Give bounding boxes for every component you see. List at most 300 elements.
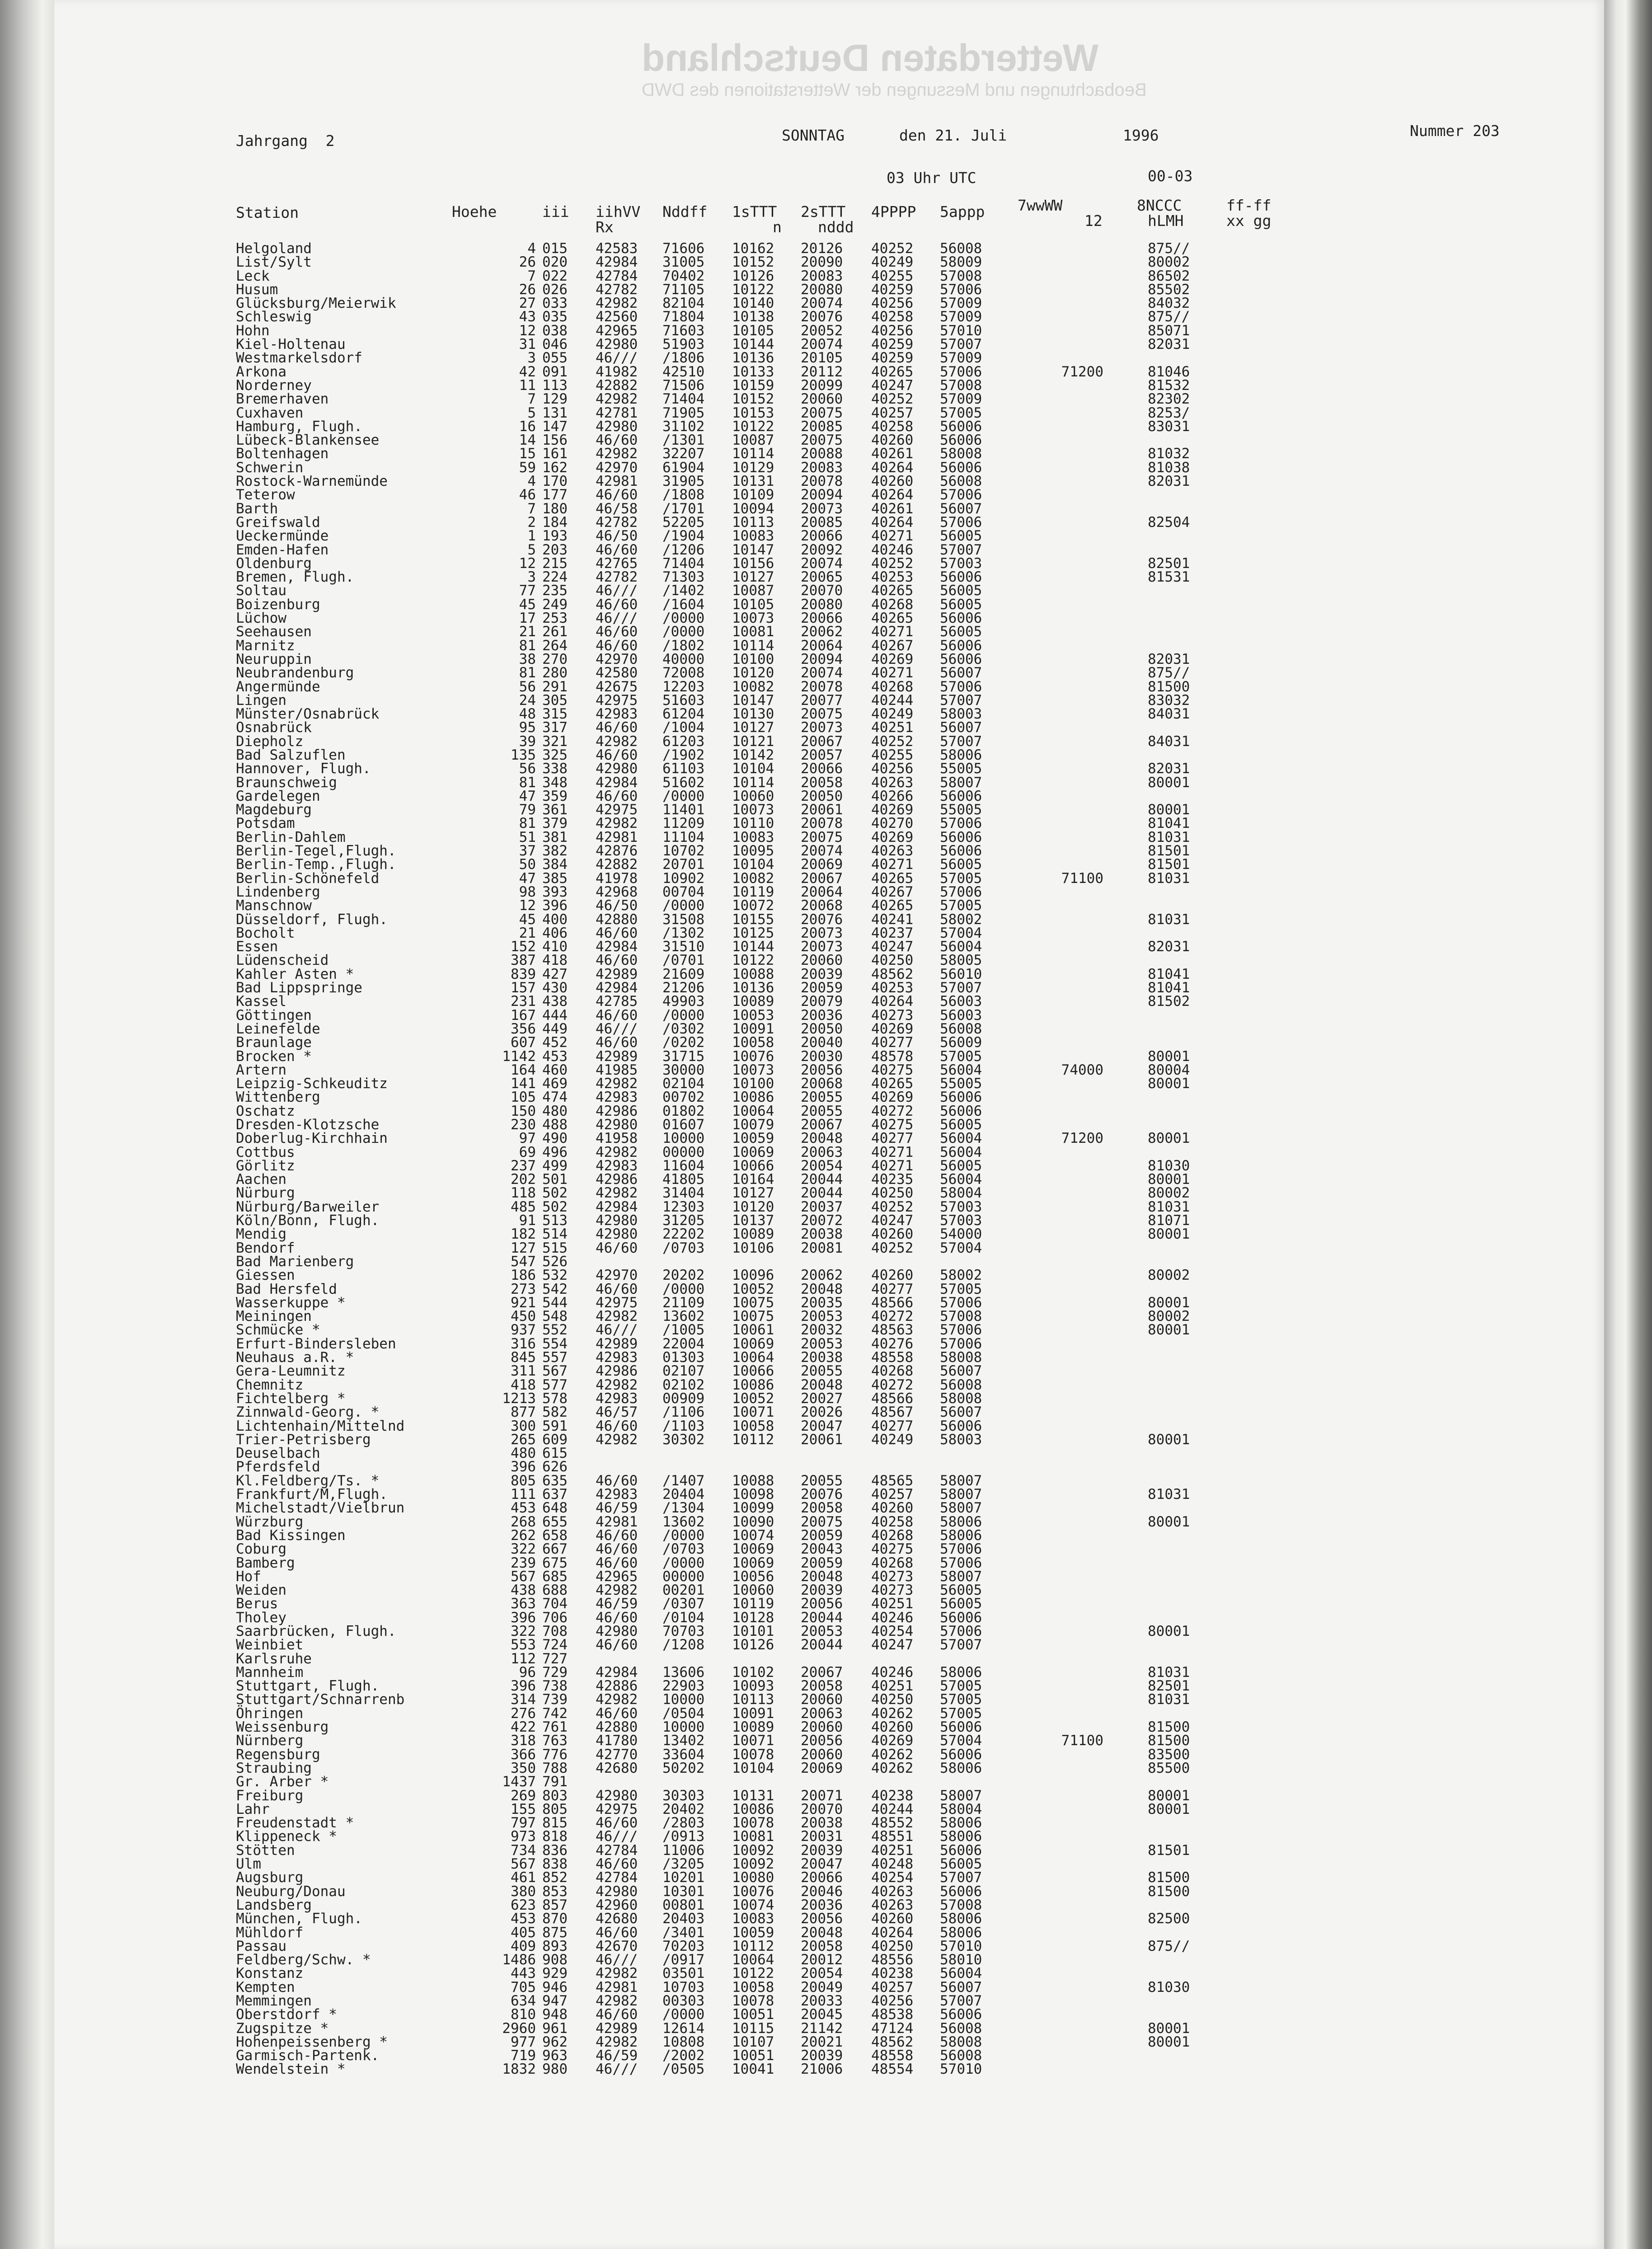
observation-time: 03 Uhr UTC (887, 169, 976, 187)
cell-4pppp: 40247 (871, 939, 914, 955)
station-elevation: 567 (511, 1568, 536, 1585)
station-id: 474 (542, 1089, 568, 1106)
station-name: Kassel (236, 993, 286, 1010)
station-id: 857 (542, 1897, 568, 1913)
cell-2sttt: 20058 (801, 1678, 843, 1695)
table-row (54, 1351, 1604, 1364)
cell-4pppp: 40251 (871, 1678, 914, 1695)
cell-4pppp: 40256 (871, 295, 914, 312)
cell-1sttt: 10086 (732, 1801, 774, 1817)
station-elevation: 51 (519, 829, 536, 845)
station-elevation: 231 (511, 993, 536, 1010)
station-elevation: 127 (511, 1240, 536, 1256)
station-id: 947 (542, 1993, 568, 2009)
station-id: 853 (542, 1883, 568, 1900)
cell-iihvv: 42981 (596, 473, 638, 490)
cell-iihvv: 46/50 (596, 528, 638, 545)
cell-iihvv: 46/60 (596, 1924, 638, 1941)
station-name: Bad Marienberg (236, 1253, 354, 1270)
cell-8nccc: 80001 (1148, 1787, 1190, 1804)
cell-8nccc: 875// (1148, 309, 1190, 325)
cell-nddff: 02102 (662, 1376, 705, 1393)
cell-1sttt: 10119 (732, 1596, 774, 1612)
cell-iihvv: 42982 (596, 295, 638, 312)
station-elevation: 921 (511, 1294, 536, 1311)
cell-2sttt: 20078 (801, 815, 843, 832)
cell-5appp: 56005 (940, 1596, 982, 1612)
station-name: Landsberg (236, 1897, 312, 1913)
station-elevation: 39 (519, 733, 536, 750)
station-name: Aachen (236, 1171, 286, 1188)
table-row (54, 1857, 1604, 1871)
station-name: Chemnitz (236, 1376, 304, 1393)
cell-2sttt: 20073 (801, 925, 843, 941)
cell-2sttt: 20039 (801, 2047, 843, 2064)
station-elevation: 396 (511, 1459, 536, 1475)
cell-4pppp: 40271 (871, 624, 914, 640)
table-row (54, 296, 1604, 310)
cell-8nccc: 875// (1148, 1938, 1190, 1954)
cell-4pppp: 40253 (871, 569, 914, 586)
station-elevation: 810 (511, 2006, 536, 2023)
station-elevation: 453 (511, 1911, 536, 1927)
cell-7wwww: 71100 (1061, 870, 1103, 887)
cell-4pppp: 40257 (871, 1979, 914, 1995)
station-elevation: 77 (519, 582, 536, 599)
station-name: Regensburg (236, 1746, 320, 1763)
station-elevation: 21 (519, 624, 536, 640)
cell-nddff: 22202 (662, 1226, 705, 1243)
station-name: Osnabrück (236, 719, 312, 736)
cell-4pppp: 40247 (871, 377, 914, 394)
station-elevation: 26 (519, 254, 536, 271)
table-row (54, 803, 1604, 817)
cell-iihvv: 46/60 (596, 1815, 638, 1831)
cell-nddff: /0104 (662, 1609, 705, 1626)
table-row (54, 1583, 1604, 1597)
cell-iihvv: 46/60 (596, 1472, 638, 1489)
cell-5appp: 57005 (940, 1691, 982, 1708)
station-id: 554 (542, 1335, 568, 1352)
cell-nddff: 11209 (662, 815, 705, 832)
cell-5appp: 58002 (940, 911, 982, 928)
cell-nddff: 02104 (662, 1075, 705, 1092)
cell-4pppp: 40265 (871, 582, 914, 599)
cell-nddff: 70203 (662, 1938, 705, 1954)
cell-5appp: 58007 (940, 774, 982, 791)
station-id: 704 (542, 1596, 568, 1612)
table-row (54, 1652, 1604, 1666)
cell-nddff: /1604 (662, 596, 705, 613)
cell-nddff: 71404 (662, 391, 705, 408)
station-name: Glücksburg/Meierwik (236, 295, 396, 312)
station-name: Wasserkuppe * (236, 1294, 346, 1311)
cell-4pppp: 40265 (871, 897, 914, 914)
table-row (54, 1104, 1604, 1118)
cell-5appp: 56006 (940, 569, 982, 586)
cell-5appp: 56007 (940, 1979, 982, 1995)
cell-7wwww: 71200 (1061, 363, 1103, 380)
cell-1sttt: 10122 (732, 281, 774, 298)
station-id: 515 (542, 1240, 568, 1256)
cell-5appp: 57008 (940, 377, 982, 394)
table-row (54, 2035, 1604, 2049)
cell-nddff: 00000 (662, 1144, 705, 1160)
cell-2sttt: 20058 (801, 774, 843, 791)
cell-1sttt: 10076 (732, 1048, 774, 1065)
cell-1sttt: 10147 (732, 692, 774, 709)
station-elevation: 318 (511, 1733, 536, 1749)
cell-1sttt: 10093 (732, 1678, 774, 1695)
station-elevation: 98 (519, 883, 536, 900)
cell-nddff: /0000 (662, 624, 705, 640)
station-elevation: 186 (511, 1267, 536, 1284)
cell-8nccc: 82031 (1148, 939, 1190, 955)
station-name: Artern (236, 1061, 286, 1078)
station-name: Berlin-Dahlem (236, 829, 346, 845)
col-4pppp: 4PPPP (871, 203, 916, 221)
table-row (54, 1994, 1604, 2008)
station-name: Michelstadt/Vielbrun (236, 1500, 405, 1517)
cell-nddff: 61203 (662, 733, 705, 750)
cell-nddff: /0505 (662, 2061, 705, 2078)
station-name: Kl.Feldberg/Ts. * (236, 1472, 380, 1489)
station-id: 501 (542, 1171, 568, 1188)
cell-5appp: 55005 (940, 1075, 982, 1092)
table-row (54, 611, 1604, 625)
table-row (54, 351, 1604, 365)
cell-1sttt: 10120 (732, 665, 774, 681)
table-row (54, 1789, 1604, 1803)
station-name: List/Sylt (236, 254, 312, 271)
cell-2sttt: 20027 (801, 1390, 843, 1407)
cell-nddff: 11604 (662, 1157, 705, 1174)
cell-iihvv: 42965 (596, 1568, 638, 1585)
cell-nddff: 11006 (662, 1842, 705, 1859)
cell-iihvv: 42882 (596, 856, 638, 873)
col-rx: Rx (596, 218, 614, 236)
table-row (54, 310, 1604, 324)
cell-iihvv: 42785 (596, 993, 638, 1010)
station-elevation: 273 (511, 1281, 536, 1297)
station-id: 177 (542, 487, 568, 503)
cell-1sttt: 10133 (732, 363, 774, 380)
book-page-edges-right (1604, 0, 1652, 2249)
cell-1sttt: 10051 (732, 2047, 774, 2064)
station-elevation: 547 (511, 1253, 536, 1270)
cell-5appp: 57006 (940, 1554, 982, 1571)
cell-4pppp: 40252 (871, 391, 914, 408)
station-elevation: 79 (519, 802, 536, 818)
station-id: 348 (542, 774, 568, 791)
cell-8nccc: 81038 (1148, 459, 1190, 476)
cell-1sttt: 10089 (732, 993, 774, 1010)
cell-5appp: 56005 (940, 1582, 982, 1599)
cell-4pppp: 40244 (871, 692, 914, 709)
station-name: Soltau (236, 582, 286, 599)
station-id: 410 (542, 939, 568, 955)
table-row (54, 1036, 1604, 1049)
cell-5appp: 58006 (940, 1924, 982, 1941)
station-name: Doberlug-Kirchhain (236, 1130, 388, 1147)
station-id: 453 (542, 1048, 568, 1065)
cell-2sttt: 20074 (801, 843, 843, 859)
station-elevation: 937 (511, 1322, 536, 1338)
cell-iihvv: 42982 (596, 1582, 638, 1599)
station-name: Rostock-Warnemünde (236, 473, 388, 490)
cell-4pppp: 40252 (871, 733, 914, 750)
cell-1sttt: 10147 (732, 541, 774, 558)
table-row (54, 666, 1604, 680)
cell-nddff: 11401 (662, 802, 705, 818)
station-name: Cottbus (236, 1144, 295, 1160)
station-name: Würzburg (236, 1513, 304, 1530)
station-id: 224 (542, 569, 568, 586)
cell-nddff: 31510 (662, 939, 705, 955)
table-row (54, 324, 1604, 338)
station-name: Dresden-Klotzsche (236, 1117, 380, 1133)
cell-nddff: 22004 (662, 1335, 705, 1352)
cell-nddff: 72008 (662, 665, 705, 681)
station-elevation: 97 (519, 1130, 536, 1147)
cell-iihvv: 42986 (596, 1103, 638, 1119)
station-id: 499 (542, 1157, 568, 1174)
cell-nddff: /0913 (662, 1828, 705, 1845)
cell-nddff: 51903 (662, 336, 705, 353)
station-id: 469 (542, 1075, 568, 1092)
col-5appp: 5appp (940, 203, 985, 221)
cell-5appp: 57003 (940, 555, 982, 572)
cell-5appp: 57006 (940, 1294, 982, 1311)
cell-4pppp: 40263 (871, 774, 914, 791)
table-row (54, 1720, 1604, 1734)
cell-5appp: 58007 (940, 1787, 982, 1804)
col-7wwww: 7wwWW (1018, 197, 1063, 214)
cell-iihvv: 42975 (596, 802, 638, 818)
cell-8nccc: 81502 (1148, 993, 1190, 1010)
col-hlmh: hLMH (1148, 212, 1184, 230)
cell-4pppp: 48552 (871, 1815, 914, 1831)
cell-nddff: 01607 (662, 1117, 705, 1133)
cell-2sttt: 20056 (801, 1911, 843, 1927)
cell-nddff: /0202 (662, 1034, 705, 1051)
cell-5appp: 56006 (940, 418, 982, 435)
station-name: Pferdsfeld (236, 1459, 320, 1475)
cell-4pppp: 40263 (871, 1883, 914, 1900)
station-elevation: 112 (511, 1650, 536, 1667)
cell-8nccc: 80002 (1148, 1185, 1190, 1202)
cell-5appp: 56005 (940, 1117, 982, 1133)
cell-5appp: 56007 (940, 665, 982, 681)
cell-4pppp: 40265 (871, 363, 914, 380)
table-row (54, 1816, 1604, 1830)
station-id: 582 (542, 1404, 568, 1421)
cell-2sttt: 20078 (801, 678, 843, 695)
cell-2sttt: 20066 (801, 528, 843, 545)
cell-4pppp: 48563 (871, 1322, 914, 1338)
cell-nddff: 13606 (662, 1664, 705, 1681)
cell-iihvv: 46/60 (596, 432, 638, 449)
cell-5appp: 56004 (940, 939, 982, 955)
cell-iihvv: 46/60 (596, 747, 638, 763)
cell-iihvv: 42781 (596, 404, 638, 421)
cell-4pppp: 40265 (871, 1075, 914, 1092)
station-name: Magdeburg (236, 802, 312, 818)
cell-5appp: 55005 (940, 761, 982, 777)
cell-4pppp: 40272 (871, 1103, 914, 1119)
cell-2sttt: 20046 (801, 1883, 843, 1900)
station-name: Manschnow (236, 897, 312, 914)
cell-nddff: /0701 (662, 952, 705, 969)
cell-8nccc: 81031 (1148, 1486, 1190, 1503)
station-name: Hohn (236, 322, 270, 339)
station-id: 591 (542, 1418, 568, 1434)
cell-8nccc: 81500 (1148, 1719, 1190, 1736)
station-id: 418 (542, 952, 568, 969)
station-id: 980 (542, 2061, 568, 2078)
station-elevation: 1142 (502, 1048, 536, 1065)
cell-5appp: 56006 (940, 637, 982, 654)
cell-4pppp: 40271 (871, 528, 914, 545)
cell-iihvv: 42580 (596, 665, 638, 681)
cell-1sttt: 10064 (732, 1103, 774, 1119)
table-row (54, 365, 1604, 379)
station-id: 729 (542, 1664, 568, 1681)
cell-iihvv: 42782 (596, 514, 638, 531)
cell-1sttt: 10082 (732, 678, 774, 695)
cell-1sttt: 10087 (732, 582, 774, 599)
station-name: Cuxhaven (236, 404, 304, 421)
station-elevation: 45 (519, 911, 536, 928)
cell-5appp: 57008 (940, 1897, 982, 1913)
cell-8nccc: 80001 (1148, 1431, 1190, 1448)
cell-iihvv: 41780 (596, 1733, 638, 1749)
station-name: Kempten (236, 1979, 295, 1995)
cell-iihvv: 42975 (596, 1801, 638, 1817)
station-id: 038 (542, 322, 568, 339)
station-name: Konstanz (236, 1965, 304, 1982)
station-elevation: 3 (527, 569, 536, 586)
station-elevation: 105 (511, 1089, 536, 1106)
cell-nddff: 11104 (662, 829, 705, 845)
cell-5appp: 56004 (940, 1130, 982, 1147)
station-name: Berlin-Schönefeld (236, 870, 380, 887)
cell-4pppp: 40271 (871, 1157, 914, 1174)
station-name: Stuttgart, Flugh. (236, 1678, 380, 1695)
cell-iihvv: 46/// (596, 1020, 638, 1037)
cell-2sttt: 20112 (801, 363, 843, 380)
station-elevation: 21 (519, 925, 536, 941)
station-id: 948 (542, 2006, 568, 2023)
cell-nddff: 70402 (662, 268, 705, 284)
cell-iihvv: 46/// (596, 2061, 638, 2078)
table-row (54, 748, 1604, 762)
cell-5appp: 56005 (940, 596, 982, 613)
cell-5appp: 57006 (940, 678, 982, 695)
cell-5appp: 57010 (940, 2061, 982, 2078)
cell-8nccc: 84031 (1148, 733, 1190, 750)
cell-iihvv: 42983 (596, 1390, 638, 1407)
cell-5appp: 56003 (940, 993, 982, 1010)
cell-iihvv: 42970 (596, 1267, 638, 1284)
station-name: Göttingen (236, 1007, 312, 1024)
cell-1sttt: 10164 (732, 1171, 774, 1188)
cell-5appp: 58008 (940, 446, 982, 462)
cell-5appp: 56006 (940, 1883, 982, 1900)
station-id: 361 (542, 802, 568, 818)
station-name: Trier-Petrisberg (236, 1431, 371, 1448)
cell-nddff: 20202 (662, 1267, 705, 1284)
station-id: 788 (542, 1760, 568, 1776)
cell-8nccc: 81501 (1148, 843, 1190, 859)
cell-nddff: 10201 (662, 1869, 705, 1886)
cell-5appp: 58003 (940, 706, 982, 723)
table-row (54, 1077, 1604, 1090)
cell-2sttt: 20105 (801, 350, 843, 366)
cell-8nccc: 81071 (1148, 1212, 1190, 1229)
cell-2sttt: 20059 (801, 1527, 843, 1544)
cell-iihvv: 42960 (596, 1897, 638, 1913)
cell-nddff: 31205 (662, 1212, 705, 1229)
station-id: 908 (542, 1952, 568, 1968)
station-id: 382 (542, 843, 568, 859)
table-row (54, 1761, 1604, 1775)
cell-4pppp: 40258 (871, 1513, 914, 1530)
cell-5appp: 54000 (940, 1226, 982, 1243)
cell-1sttt: 10072 (732, 897, 774, 914)
station-elevation: 155 (511, 1801, 536, 1817)
station-name: Ulm (236, 1856, 261, 1873)
station-id: 317 (542, 719, 568, 736)
station-name: Fichtelberg * (236, 1390, 346, 1407)
cell-2sttt: 20021 (801, 2033, 843, 2050)
cell-nddff: 03501 (662, 1965, 705, 1982)
cell-8nccc: 81031 (1148, 1198, 1190, 1215)
cell-5appp: 57003 (940, 1212, 982, 1229)
station-name: Meiningen (236, 1308, 312, 1325)
station-name: Saarbrücken, Flugh. (236, 1623, 396, 1639)
table-row (54, 1419, 1604, 1433)
table-row (54, 570, 1604, 584)
station-elevation: 7 (527, 500, 536, 517)
cell-nddff: 13602 (662, 1513, 705, 1530)
cell-4pppp: 40238 (871, 1965, 914, 1982)
table-row (54, 529, 1604, 543)
table-row (54, 1707, 1604, 1720)
cell-nddff: /0504 (662, 1705, 705, 1722)
cell-2sttt: 20092 (801, 541, 843, 558)
station-id: 055 (542, 350, 568, 366)
cell-iihvv: 42980 (596, 418, 638, 435)
station-name: Öhringen (236, 1705, 304, 1722)
table-row (54, 516, 1604, 529)
cell-nddff: /1904 (662, 528, 705, 545)
station-name: Bremerhaven (236, 391, 329, 408)
station-name: Lahr (236, 1801, 270, 1817)
station-name: Gardelegen (236, 788, 320, 804)
cell-4pppp: 48567 (871, 1404, 914, 1421)
cell-8nccc: 85500 (1148, 1760, 1190, 1776)
station-elevation: 50 (519, 856, 536, 873)
cell-1sttt: 10058 (732, 1979, 774, 1995)
col-n: n (773, 218, 782, 236)
station-elevation: 31 (519, 336, 536, 353)
cell-4pppp: 40255 (871, 747, 914, 763)
cell-iihvv: 42886 (596, 1678, 638, 1695)
station-id: 427 (542, 966, 568, 982)
cell-5appp: 57007 (940, 541, 982, 558)
station-id: 763 (542, 1733, 568, 1749)
